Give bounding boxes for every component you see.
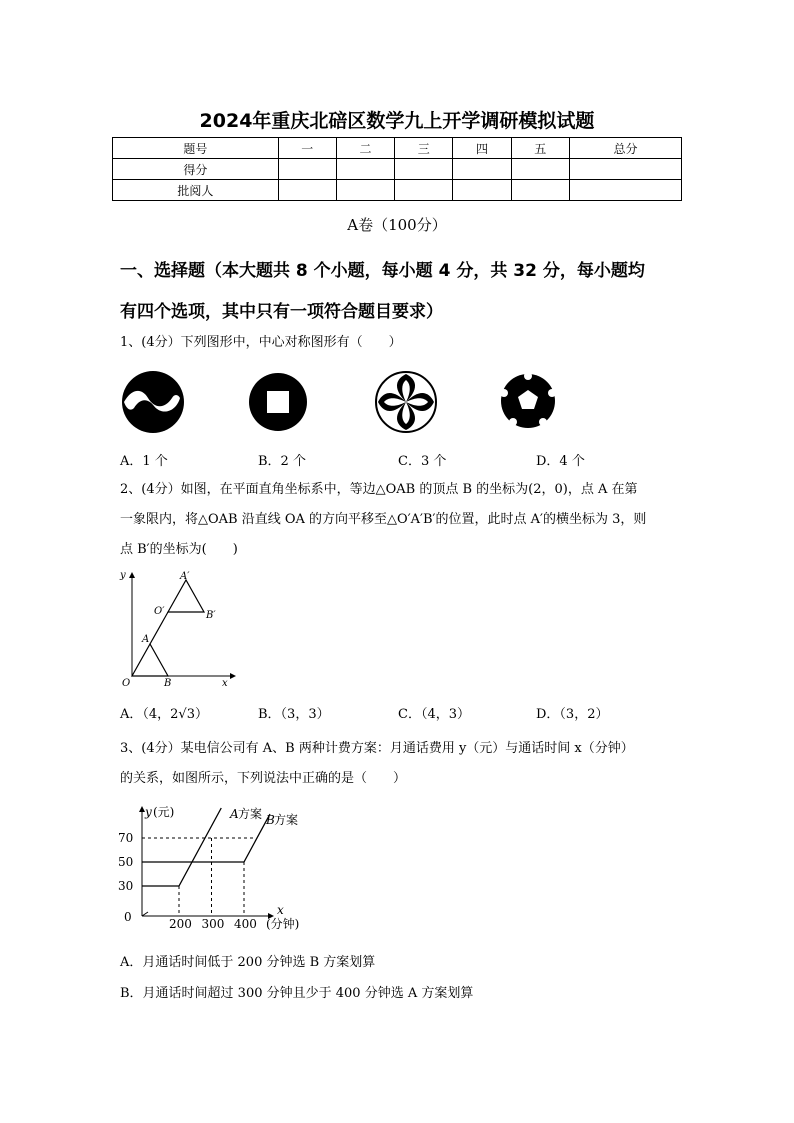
score-table-header [113,138,682,159]
y-tick-label: 30 [118,879,134,893]
x-tick-label: 200 [169,917,192,931]
q1-option-c[interactable]: C．3 个 [398,454,447,469]
label-x: x [222,678,228,689]
triangle-oab [132,644,168,676]
y-axis-unit: (元) [153,805,175,819]
plan-b-label: B [266,813,275,827]
table-cell[interactable] [278,180,336,201]
plan-a-label: A [230,807,239,821]
table-cell: 得分 [113,159,279,180]
table-row [113,159,682,180]
table-cell[interactable] [569,180,681,201]
table-cell: 三 [395,138,453,159]
table-cell: 一 [278,138,336,159]
q3-option-b[interactable]: B．月通话时间超过 300 分钟且少于 400 分钟选 A 方案划算 [120,986,474,1001]
series-line-plan-a [142,808,221,886]
q2-option-a[interactable]: A．（4，2√3） [120,707,208,722]
page-title: 2024年重庆北碚区数学九上开学调研模拟试题 [199,110,595,132]
table-cell: 题号 [113,138,279,159]
x-tick-label: 300 [201,917,225,931]
table-cell[interactable] [511,180,569,201]
x-axis-var: x [277,903,284,917]
pentagon-figure [497,370,559,432]
score-table [112,137,682,201]
plan-b-label-text: 方案 [274,813,299,827]
plan-a-label-text: 方案 [238,807,263,821]
q1-option-a[interactable]: A．1 个 [120,454,168,469]
coin-figure [245,368,315,438]
q1-stem: 1、(4分）下列图形中，中心对称图形有（ ） [120,335,402,350]
y-tick-label: 70 [118,831,134,845]
table-cell: 批阅人 [113,180,279,201]
label-b-prime: B′ [206,610,216,621]
label-y: y [120,570,126,581]
table-cell: 四 [453,138,511,159]
table-cell[interactable] [569,159,681,180]
table-cell[interactable] [336,159,394,180]
table-cell[interactable] [511,159,569,180]
q3-option-a[interactable]: A．月通话时间低于 200 分钟选 B 方案划算 [120,955,376,970]
label-o-prime: O′ [154,606,165,617]
section1-heading-line1: 一、选择题（本大题共 8 个小题，每小题 4 分，共 32 分，每小题均 [120,261,645,281]
q3-chart [112,798,322,938]
table-row [113,180,682,201]
q3-line2: 的关系，如图所示，下列说法中正确的是（ ） [120,771,407,786]
x-tick-label: 400 [234,917,257,931]
q2-coordinate-figure [114,568,238,692]
y-axis-var: y [145,805,152,819]
label-o: O [122,678,131,689]
y-tick-label: 50 [118,855,134,869]
table-cell[interactable] [453,159,511,180]
q2-line3: 点 B′的坐标为( ) [120,542,238,557]
table-cell[interactable] [395,159,453,180]
table-cell[interactable] [453,180,511,201]
q1-option-b[interactable]: B．2 个 [258,454,306,469]
origin-label: 0 [124,910,132,924]
q1-option-d[interactable]: D．4 个 [536,454,585,469]
label-b: B [164,678,172,689]
q2-line2: 一象限内，将△OAB 沿直线 OA 的方向平移至△O′A′B′的位置，此时点 A′的横坐标为 3，则 [120,512,647,527]
table-cell: 二 [336,138,394,159]
table-cell: 五 [511,138,569,159]
triangle-opapbp [168,580,204,612]
table-cell[interactable] [336,180,394,201]
section-a-heading: A卷（100分） [347,216,447,234]
table-cell: 总分 [569,138,681,159]
table-cell[interactable] [278,159,336,180]
table-cell[interactable] [395,180,453,201]
label-a-prime: A′ [180,571,190,582]
label-a: A [142,634,150,645]
q2-option-b[interactable]: B．（3，3） [258,707,330,722]
flower-figure [372,368,442,438]
q2-option-d[interactable]: D．（3，2） [536,707,609,722]
q3-line1: 3、(4分）某电信公司有 A、B 两种计费方案：月通话费用 y（元）与通话时间 x（分钟） [120,741,634,756]
yin-yang-figure [118,368,188,438]
section1-heading-line2: 有四个选项，其中只有一项符合题目要求） [120,302,443,322]
q2-option-c[interactable]: C．（4，3） [398,707,470,722]
x-axis-unit: (分钟) [266,917,300,931]
q2-line1: 2、(4分）如图，在平面直角坐标系中，等边△OAB 的顶点 B 的坐标为(2，0)，点 A 在第 [120,482,638,497]
